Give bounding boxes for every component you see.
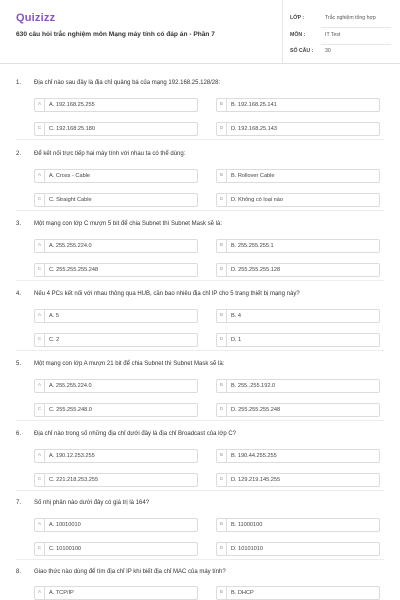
option-text: B. 190.44.255.255 xyxy=(231,453,277,459)
question-text: Giao thức nào dùng để tìm địa chỉ IP khi biết địa chỉ MAC của máy tính? xyxy=(34,569,226,575)
option-letter: D xyxy=(217,264,227,276)
option-b[interactable] xyxy=(216,239,380,253)
meta-subject-label: MÔN : xyxy=(290,32,306,38)
question-text: Nếu 4 PCs kết nối với nhau thông qua HUB, cần bao nhiêu địa chỉ IP cho 5 trang thiết bị mạng này? xyxy=(34,291,300,297)
option-d[interactable] xyxy=(216,333,380,347)
option-letter: B xyxy=(217,519,227,531)
option-c[interactable] xyxy=(34,542,198,556)
worksheet-header xyxy=(0,0,400,64)
question-text: Số nhị phân nào dưới đây có giá trị là 164? xyxy=(34,500,150,506)
option-d[interactable] xyxy=(216,122,380,136)
meta-class xyxy=(283,12,400,28)
option-a[interactable] xyxy=(34,98,198,112)
option-text: C. 255.255.255.248 xyxy=(49,267,99,273)
option-letter: A xyxy=(35,519,45,531)
option-letter: C xyxy=(35,404,45,416)
option-letter: D xyxy=(217,404,227,416)
question-divider xyxy=(16,280,384,281)
option-d[interactable] xyxy=(216,403,380,417)
option-text: A. 10010010 xyxy=(49,522,81,528)
option-letter: C xyxy=(35,474,45,486)
option-text: B. 192.168.25.141 xyxy=(231,102,277,108)
option-a[interactable] xyxy=(34,518,198,532)
option-b[interactable] xyxy=(216,586,380,600)
question-number: 3. xyxy=(16,221,22,227)
option-text: C. 10100100 xyxy=(49,546,82,552)
option-letter: B xyxy=(217,310,227,322)
option-text: D. Không có loại nào xyxy=(231,197,283,203)
meta-subject-value: IT Test xyxy=(325,32,341,38)
option-b[interactable] xyxy=(216,169,380,183)
option-text: B. 255.255.255.1 xyxy=(231,243,274,249)
worksheet-meta xyxy=(282,0,400,64)
option-text: A. 5 xyxy=(49,313,59,319)
option-text: D. 10101010 xyxy=(231,546,264,552)
option-text: C. 255.255.248.0 xyxy=(49,407,92,413)
option-c[interactable] xyxy=(34,403,198,417)
option-b[interactable] xyxy=(216,309,380,323)
option-text: A. 192.168.25.255 xyxy=(49,102,95,108)
option-b[interactable] xyxy=(216,449,380,463)
question-divider xyxy=(16,139,384,140)
question-divider xyxy=(16,559,384,560)
worksheet-title: 630 câu hỏi trắc nghiệm môn Mạng máy tính có đáp án - Phần 7 xyxy=(16,31,215,38)
question-number: 5. xyxy=(16,361,22,367)
option-letter: A xyxy=(35,380,45,392)
option-letter: C xyxy=(35,123,45,135)
meta-count-label: SỐ CÂU : xyxy=(290,48,314,54)
option-a[interactable] xyxy=(34,449,198,463)
option-d[interactable] xyxy=(216,473,380,487)
option-letter: B xyxy=(217,587,227,599)
option-text: D. 255.255.255.128 xyxy=(231,267,281,273)
option-letter: C xyxy=(35,194,45,206)
question-divider xyxy=(16,420,384,421)
option-b[interactable] xyxy=(216,379,380,393)
option-b[interactable] xyxy=(216,98,380,112)
option-b[interactable] xyxy=(216,518,380,532)
option-letter: D xyxy=(217,334,227,346)
option-text: C. 2 xyxy=(49,337,60,343)
option-letter: D xyxy=(217,123,227,135)
question-text: Địa chỉ nào sau đây là địa chỉ quảng bá của mạng 192.168.25.128/28: xyxy=(34,80,221,86)
option-letter: C xyxy=(35,543,45,555)
meta-subject xyxy=(283,29,400,45)
option-d[interactable] xyxy=(216,263,380,277)
meta-class-value: Trắc nghiệm tổng hợp xyxy=(325,15,376,21)
question-divider xyxy=(16,350,384,351)
option-letter: D xyxy=(217,474,227,486)
option-text: D. 255.255.255.248 xyxy=(231,407,281,413)
option-a[interactable] xyxy=(34,379,198,393)
option-d[interactable] xyxy=(216,193,380,207)
option-letter: B xyxy=(217,170,227,182)
option-c[interactable] xyxy=(34,333,198,347)
quizizz-logo: Quizizz xyxy=(16,12,56,24)
question-number: 1. xyxy=(16,80,22,86)
option-letter: B xyxy=(217,380,227,392)
option-text: A. 255.255.224.0 xyxy=(49,243,92,249)
question-divider xyxy=(16,210,384,211)
option-c[interactable] xyxy=(34,263,198,277)
option-c[interactable] xyxy=(34,473,198,487)
meta-count-value: 30 xyxy=(325,48,331,54)
meta-count xyxy=(283,45,400,61)
question-divider xyxy=(16,490,384,491)
option-letter: B xyxy=(217,99,227,111)
option-letter: C xyxy=(35,334,45,346)
question-number: 7. xyxy=(16,500,22,506)
option-text: D. 192.168.25.143 xyxy=(231,126,278,132)
option-text: B. 4 xyxy=(231,313,241,319)
option-text: D. 129.219.145.255 xyxy=(231,477,281,483)
option-letter: A xyxy=(35,450,45,462)
option-letter: D xyxy=(217,194,227,206)
option-a[interactable] xyxy=(34,309,198,323)
option-text: C. 221.218.253.255 xyxy=(49,477,99,483)
option-text: A. TCP/IP xyxy=(49,590,74,596)
option-c[interactable] xyxy=(34,193,198,207)
option-c[interactable] xyxy=(34,122,198,136)
option-text: C. 192.168.25.180 xyxy=(49,126,96,132)
option-text: D. 1 xyxy=(231,337,242,343)
option-text: B. 255..255.192.0 xyxy=(231,383,276,389)
question-number: 4. xyxy=(16,291,22,297)
option-a[interactable] xyxy=(34,239,198,253)
option-letter: A xyxy=(35,170,45,182)
question-text: Một mạng con lớp C mượn 5 bit để chia Subnet thì Subnet Mask sẽ là: xyxy=(34,221,222,227)
option-letter: A xyxy=(35,310,45,322)
option-text: B. DHCP xyxy=(231,590,254,596)
option-letter: D xyxy=(217,543,227,555)
option-text: A. Cross - Cable xyxy=(49,173,91,179)
option-letter: C xyxy=(35,264,45,276)
question-text: Địa chỉ nào trong số những địa chỉ dưới đây là địa chỉ Broadcast của lớp C? xyxy=(34,431,237,437)
option-letter: B xyxy=(217,240,227,252)
option-a[interactable] xyxy=(34,169,198,183)
meta-class-label: LỚP : xyxy=(290,15,305,21)
option-text: C. Straight Cable xyxy=(49,197,92,203)
question-text: Để kết nối trực tiếp hai máy tính với nhau ta có thể dùng: xyxy=(34,151,186,157)
question-number: 8. xyxy=(16,569,22,575)
option-text: B. 11000100 xyxy=(231,522,263,528)
question-text: Một mạng con lớp A mượn 21 bit để chia Subnet thì Subnet Mask sẽ là: xyxy=(34,361,225,367)
option-text: A. 190.12.253.255 xyxy=(49,453,95,459)
option-letter: A xyxy=(35,99,45,111)
option-d[interactable] xyxy=(216,542,380,556)
option-letter: A xyxy=(35,240,45,252)
option-text: B. Rollover Cable xyxy=(231,173,275,179)
option-a[interactable] xyxy=(34,586,198,600)
option-letter: B xyxy=(217,450,227,462)
question-number: 2. xyxy=(16,151,22,157)
question-number: 6. xyxy=(16,431,22,437)
option-letter: A xyxy=(35,587,45,599)
option-text: A. 255.255.224.0 xyxy=(49,383,92,389)
